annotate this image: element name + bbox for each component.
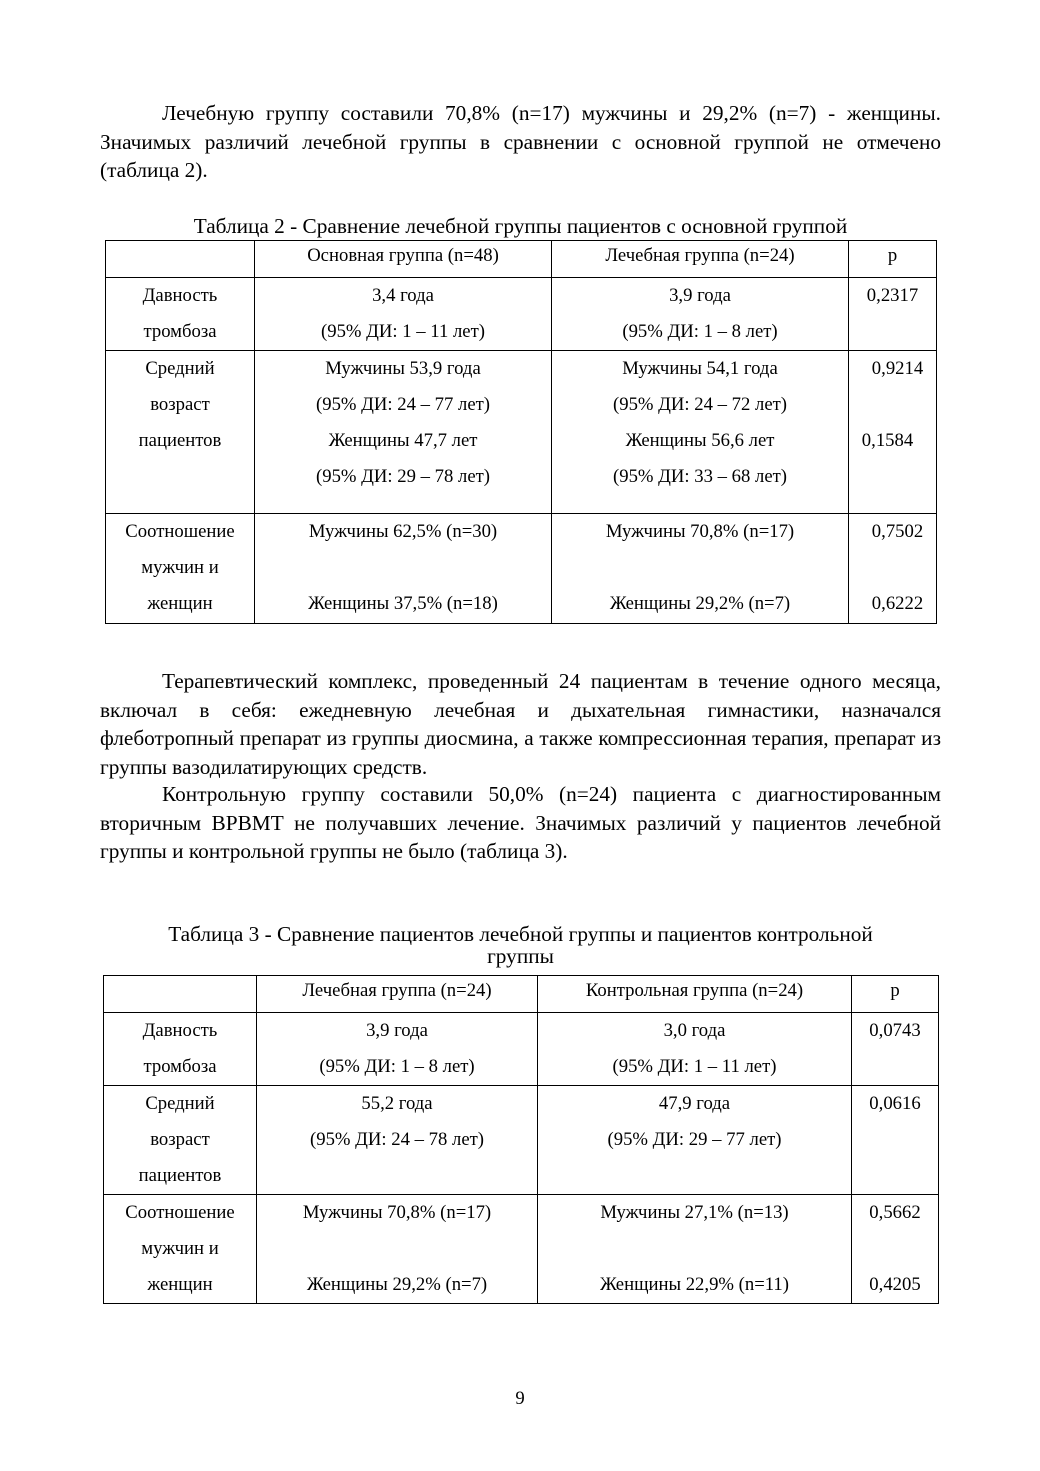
paragraph-control-group: Контрольную группу составили 50,0% (n=24) пациента с диагностированным вторичным ВРВМТ не получавших лечение. Значимых различий у пациентов лечебной группы и контрольной группы не было (таблица 3). <box>100 782 941 863</box>
table2-header-main-group: Основная группа (n=48) <box>255 241 552 278</box>
row-label: Средний возраст пациентов <box>106 351 255 514</box>
table2-header-row <box>106 241 937 278</box>
p-value-cell: 0,0616 <box>852 1086 939 1195</box>
row-label: Средний возраст пациентов <box>104 1086 257 1195</box>
table2-caption: Таблица 2 - Сравнение лечебной группы пациентов с основной группой <box>193 214 848 238</box>
table-cell: Мужчины 27,1% (n=13) Женщины 22,9% (n=11) <box>538 1195 852 1304</box>
table-row <box>106 278 937 351</box>
table-row <box>104 1195 939 1304</box>
table-cell: Мужчины 70,8% (n=17) Женщины 29,2% (n=7) <box>552 514 849 624</box>
paragraph-therapy: Терапевтический комплекс, проведенный 24 пациентам в течение одного месяца, включал в себя: ежедневную лечебная и дыхательная гимнастики, назначался флеботропный препарат из группы диосмина, а также компрессионная терапия, препарат из группы вазодилатирующих средств. <box>100 669 941 779</box>
table3-caption: Таблица 3 - Сравнение пациентов лечебной группы и пациентов контрольной группы <box>168 922 873 968</box>
p-value-cell: 0,9214 0,1584 <box>849 351 937 514</box>
p-value-cell: 0,2317 <box>849 278 937 351</box>
table3-header-p: p <box>852 976 939 1013</box>
table-cell: Мужчины 70,8% (n=17) Женщины 29,2% (n=7) <box>257 1195 538 1304</box>
table-cell: 55,2 года (95% ДИ: 24 – 78 лет) <box>257 1086 538 1195</box>
row-label: Давность тромбоза <box>106 278 255 351</box>
table3-header-control-group: Контрольная группа (n=24) <box>538 976 852 1013</box>
table-row <box>106 514 937 624</box>
table2-header-treatment-group: Лечебная группа (n=24) <box>552 241 849 278</box>
table-cell: 3,4 года (95% ДИ: 1 – 11 лет) <box>255 278 552 351</box>
table-cell: Мужчины 54,1 года (95% ДИ: 24 – 72 лет) Женщины 56,6 лет (95% ДИ: 33 – 68 лет) <box>552 351 849 514</box>
table-row <box>104 1086 939 1195</box>
table-cell: Мужчины 62,5% (n=30) Женщины 37,5% (n=18) <box>255 514 552 624</box>
table-cell: 3,9 года (95% ДИ: 1 – 8 лет) <box>552 278 849 351</box>
table2-header-empty <box>106 241 255 278</box>
paragraph-treatment-group: Лечебную группу составили 70,8% (n=17) мужчины и 29,2% (n=7) - женщины. Значимых различий лечебной группы в сравнении с основной группой не отмечено (таблица 2). <box>100 101 941 182</box>
table3 <box>103 975 939 1304</box>
table3-header-row <box>104 976 939 1013</box>
p-value-cell: 0,5662 0,4205 <box>852 1195 939 1304</box>
row-label: Соотношение мужчин и женщин <box>106 514 255 624</box>
table-row <box>104 1013 939 1086</box>
table-cell: Мужчины 53,9 года (95% ДИ: 24 – 77 лет) Женщины 47,7 лет (95% ДИ: 29 – 78 лет) <box>255 351 552 514</box>
page-number: 9 <box>515 1388 525 1409</box>
table-cell: 3,0 года (95% ДИ: 1 – 11 лет) <box>538 1013 852 1086</box>
table2 <box>105 240 937 624</box>
table3-header-treatment-group: Лечебная группа (n=24) <box>257 976 538 1013</box>
table3-header-empty <box>104 976 257 1013</box>
p-value-cell: 0,7502 0,6222 <box>849 514 937 624</box>
table-row <box>106 351 937 514</box>
row-label: Давность тромбоза <box>104 1013 257 1086</box>
row-label: Соотношение мужчин и женщин <box>104 1195 257 1304</box>
table-cell: 47,9 года (95% ДИ: 29 – 77 лет) <box>538 1086 852 1195</box>
table-cell: 3,9 года (95% ДИ: 1 – 8 лет) <box>257 1013 538 1086</box>
table2-header-p: p <box>849 241 937 278</box>
p-value-cell: 0,0743 <box>852 1013 939 1086</box>
